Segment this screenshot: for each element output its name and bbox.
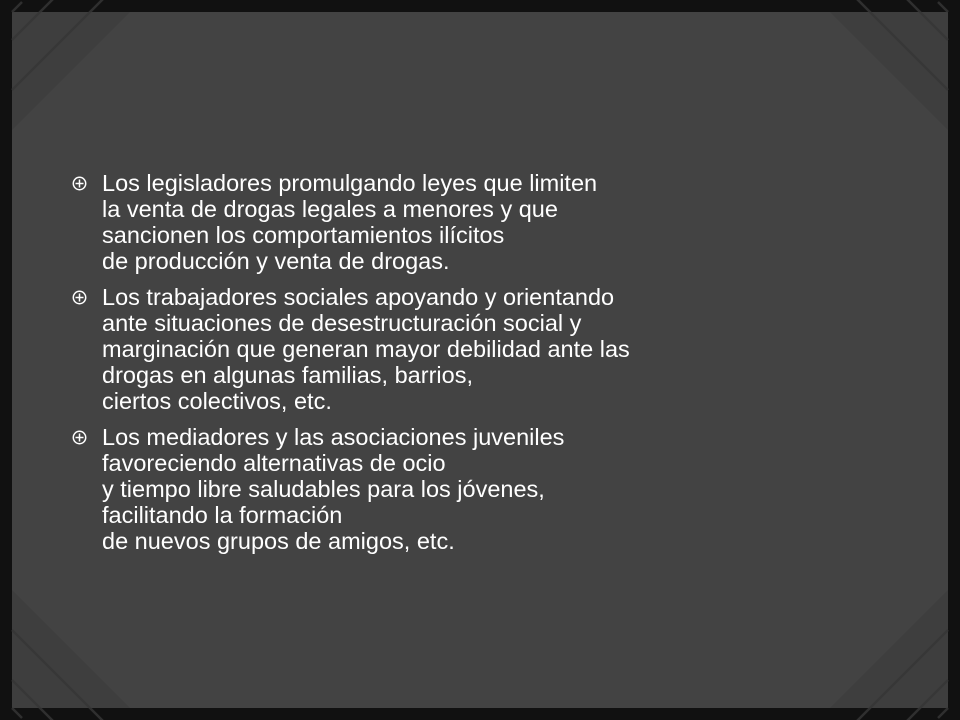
bullet-list [72, 170, 892, 564]
bullet-item [72, 424, 892, 554]
bullet-text-line: y tiempo libre saludables para los jóvenes, [102, 476, 545, 502]
bullet-text-line: ciertos colectivos, etc. [102, 388, 332, 414]
circled-plus-icon [72, 176, 87, 191]
bullet-text-line: de producción y venta de drogas. [102, 248, 450, 274]
bullet-text-line: de nuevos grupos de amigos, etc. [102, 528, 455, 554]
bullet-text-line: drogas en algunas familias, barrios, [102, 362, 473, 388]
bullet-text-line: Los trabajadores sociales apoyando y orientando [102, 284, 615, 310]
circled-plus-icon [72, 430, 87, 445]
circled-plus-icon [72, 290, 87, 305]
bullet-text-line: favoreciendo alternativas de ocio [102, 450, 446, 476]
bullet-text-line: marginación que generan mayor debilidad ante las [102, 336, 630, 362]
bullet-item [72, 284, 892, 414]
bullet-text-line: Los legisladores promulgando leyes que limiten [102, 170, 598, 196]
bullet-text-line: Los mediadores y las asociaciones juveniles [102, 424, 565, 450]
bullet-text-line: facilitando la formación [102, 502, 343, 528]
bullet-text-line: sancionen los comportamientos ilícitos [102, 222, 505, 248]
bullet-item [72, 170, 892, 274]
bullet-text-line: la venta de drogas legales a menores y que [102, 196, 558, 222]
bullet-text-line: ante situaciones de desestructuración social y [102, 310, 582, 336]
